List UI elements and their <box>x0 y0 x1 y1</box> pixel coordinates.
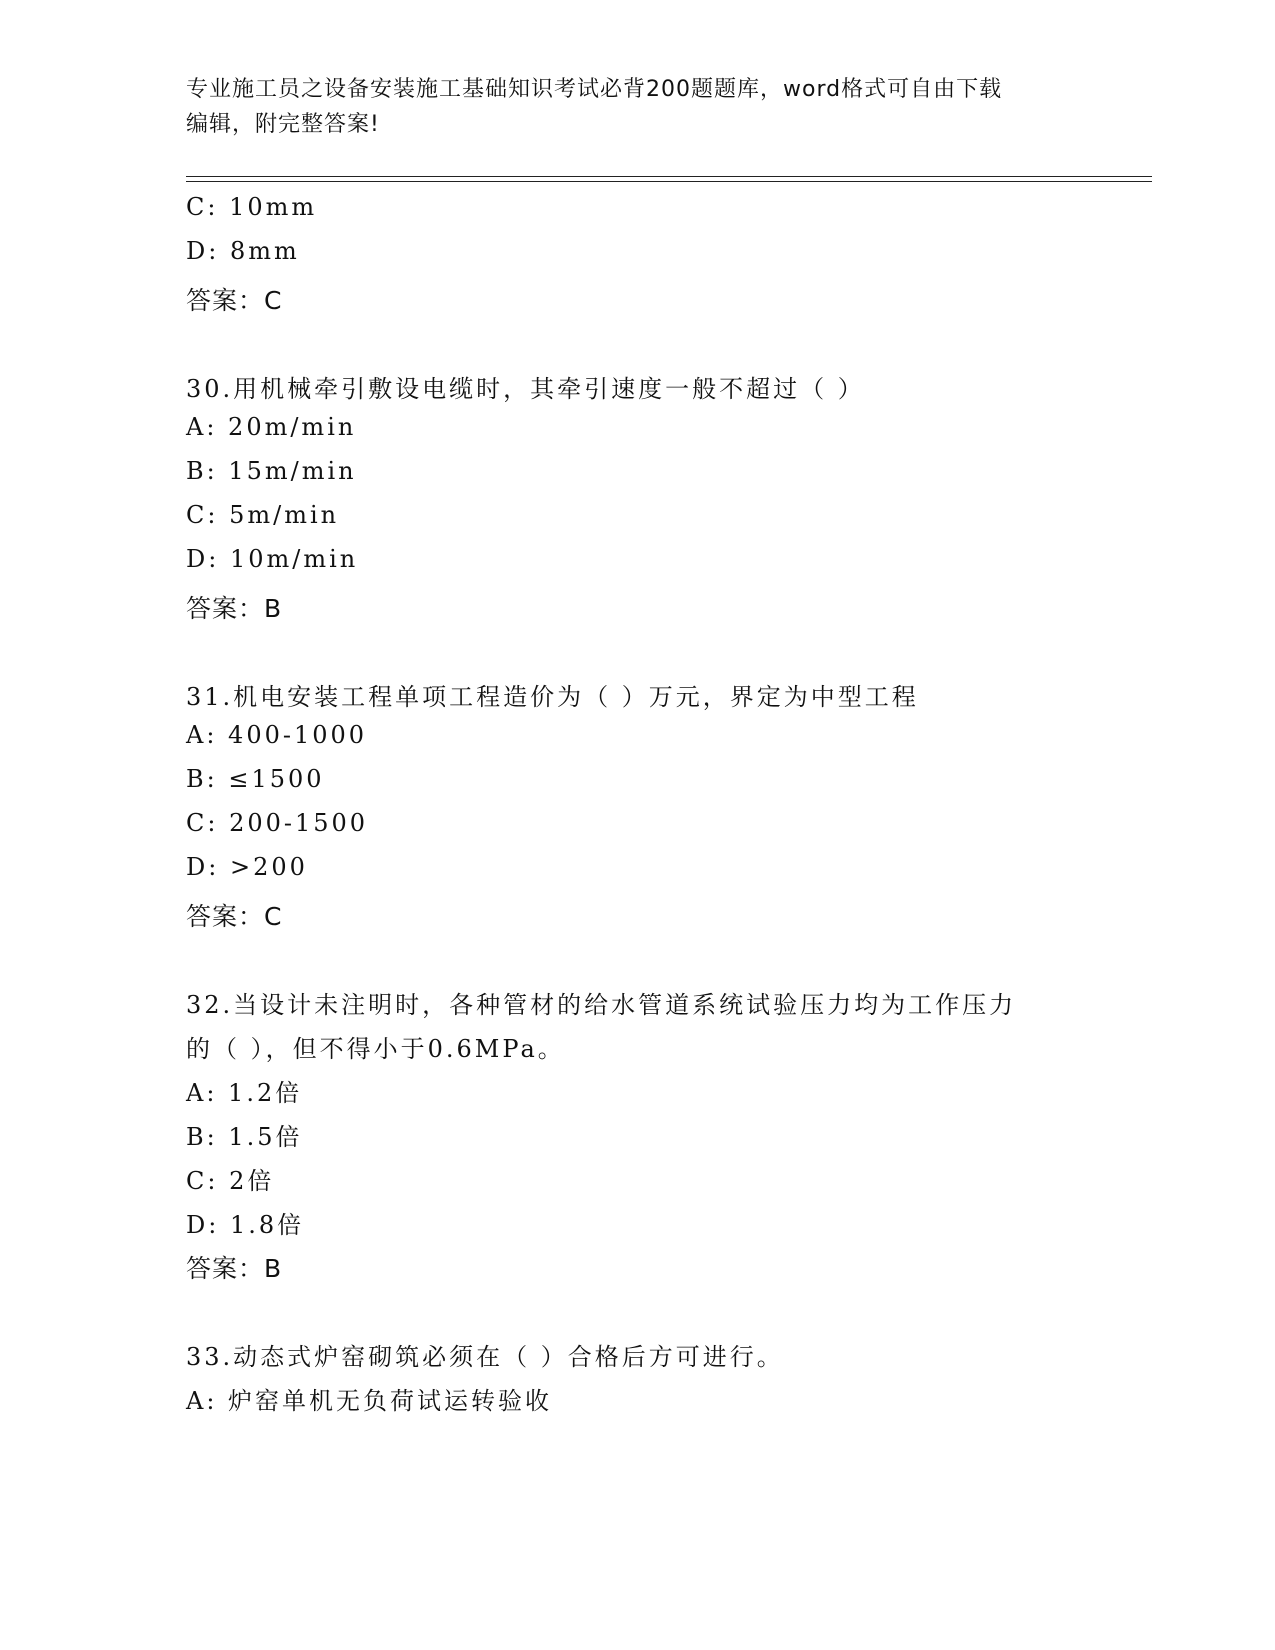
q30-option-a: A: 20m/min <box>186 413 357 441</box>
q31-option-a: A: 400-1000 <box>186 721 368 749</box>
q31-option-b: B: ≤1500 <box>186 765 325 793</box>
q31-option-d: D: >200 <box>186 853 308 881</box>
q30-option-c: C: 5m/min <box>186 501 340 529</box>
q32-stem-line-2: 的（ ），但不得小于0.6MPa。 <box>186 1035 565 1063</box>
q31-answer: 答案：C <box>186 902 283 931</box>
q30-option-b: B: 15m/min <box>186 457 357 485</box>
prev-answer: 答案：C <box>186 286 283 315</box>
q33-stem: 33.动态式炉窑砌筑必须在（ ）合格后方可进行。 <box>186 1343 784 1371</box>
header-title-line-1: 专业施工员之设备安装施工基础知识考试必背200题题库，word格式可自由下载 <box>186 77 1003 102</box>
header-divider-top <box>186 176 1152 177</box>
q32-stem-line-1: 32.当设计未注明时，各种管材的给水管道系统试验压力均为工作压力 <box>186 991 1017 1019</box>
header-title-line-2: 编辑，附完整答案! <box>186 112 380 137</box>
q32-option-a: A: 1.2倍 <box>186 1079 303 1107</box>
q32-answer: 答案：B <box>186 1254 283 1283</box>
document-header <box>186 72 1086 142</box>
q30-answer: 答案：B <box>186 594 283 623</box>
prev-option-c: C: 10mm <box>186 193 318 221</box>
prev-option-d: D: 8mm <box>186 237 300 265</box>
q32-option-d: D: 1.8倍 <box>186 1211 305 1239</box>
q32-option-c: C: 2倍 <box>186 1167 275 1195</box>
q30-option-d: D: 10m/min <box>186 545 359 573</box>
q32-option-b: B: 1.5倍 <box>186 1123 303 1151</box>
q31-option-c: C: 200-1500 <box>186 809 369 837</box>
q30-stem: 30.用机械牵引敷设电缆时，其牵引速度一般不超过（ ） <box>186 375 865 403</box>
header-divider-bottom <box>186 181 1152 182</box>
q33-option-a: A: 炉窑单机无负荷试运转验收 <box>186 1387 553 1415</box>
q31-stem: 31.机电安装工程单项工程造价为（ ）万元，界定为中型工程 <box>186 683 919 711</box>
